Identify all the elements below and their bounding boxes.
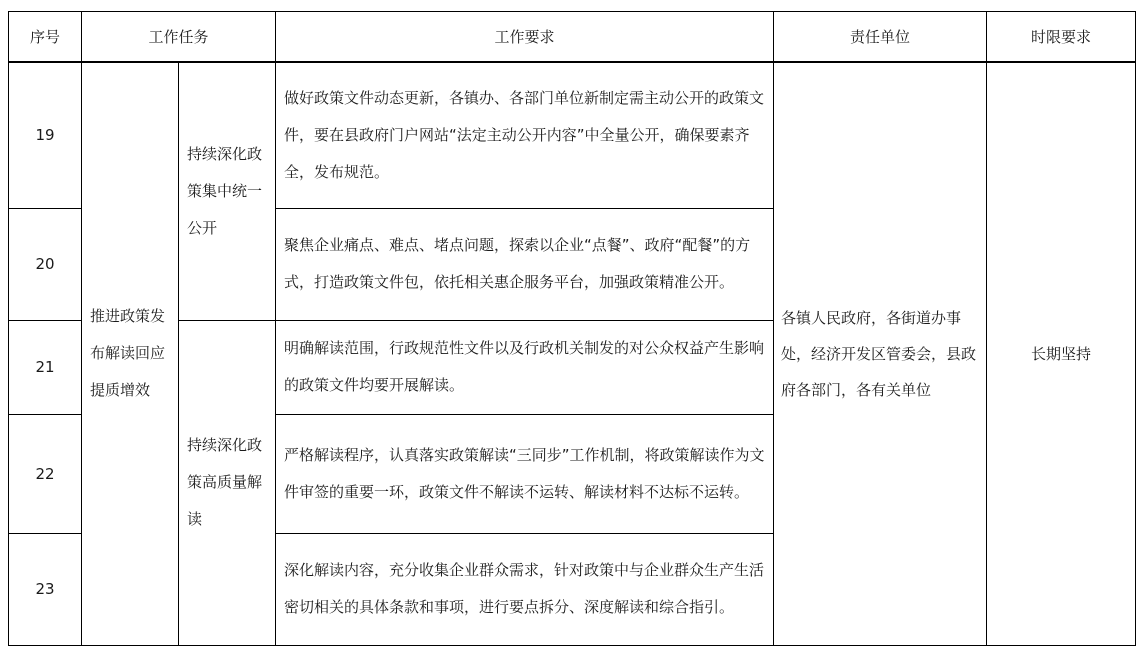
responsible-unit: 各镇人民政府，各街道办事处，经济开发区管委会，县政府各部门，各有关单位 (774, 62, 987, 645)
header-deadline: 时限要求 (987, 12, 1136, 63)
row-requirement: 深化解读内容，充分收集企业群众需求，针对政策中与企业群众生产生活密切相关的具体条款和事项，进行要点拆分、深度解读和综合指引。 (276, 533, 774, 645)
row-requirement: 聚焦企业痛点、难点、堵点问题，探索以企业“点餐”、政府“配餐”的方式，打造政策文件包，依托相关惠企服务平台，加强政策精准公开。 (276, 208, 774, 320)
row-requirement: 明确解读范围，行政规范性文件以及行政机关制发的对公众权益产生影响的政策文件均要开展解读。 (276, 320, 774, 414)
table-row (9, 62, 1136, 208)
header-row (9, 12, 1136, 63)
row-requirement: 做好政策文件动态更新，各镇办、各部门单位新制定需主动公开的政策文件，要在县政府门户网站“法定主动公开内容”中全量公开，确保要素齐全，发布规范。 (276, 62, 774, 208)
row-seq: 22 (9, 414, 82, 533)
sub-task-interpret: 持续深化政策高质量解读 (179, 320, 276, 645)
header-seq: 序号 (9, 12, 82, 63)
sub-task-publish: 持续深化政策集中统一公开 (179, 62, 276, 320)
row-seq: 20 (9, 208, 82, 320)
row-requirement: 严格解读程序，认真落实政策解读“三同步”工作机制，将政策解读作为文件审签的重要一环，政策文件不解读不运转、解读材料不达标不运转。 (276, 414, 774, 533)
header-unit: 责任单位 (774, 12, 987, 63)
row-seq: 23 (9, 533, 82, 645)
task-table (8, 11, 1136, 646)
deadline: 长期坚持 (987, 62, 1136, 645)
main-task: 推进政策发布解读回应提质增效 (82, 62, 179, 645)
row-seq: 19 (9, 62, 82, 208)
row-seq: 21 (9, 320, 82, 414)
header-requirement: 工作要求 (276, 12, 774, 63)
header-task: 工作任务 (82, 12, 276, 63)
